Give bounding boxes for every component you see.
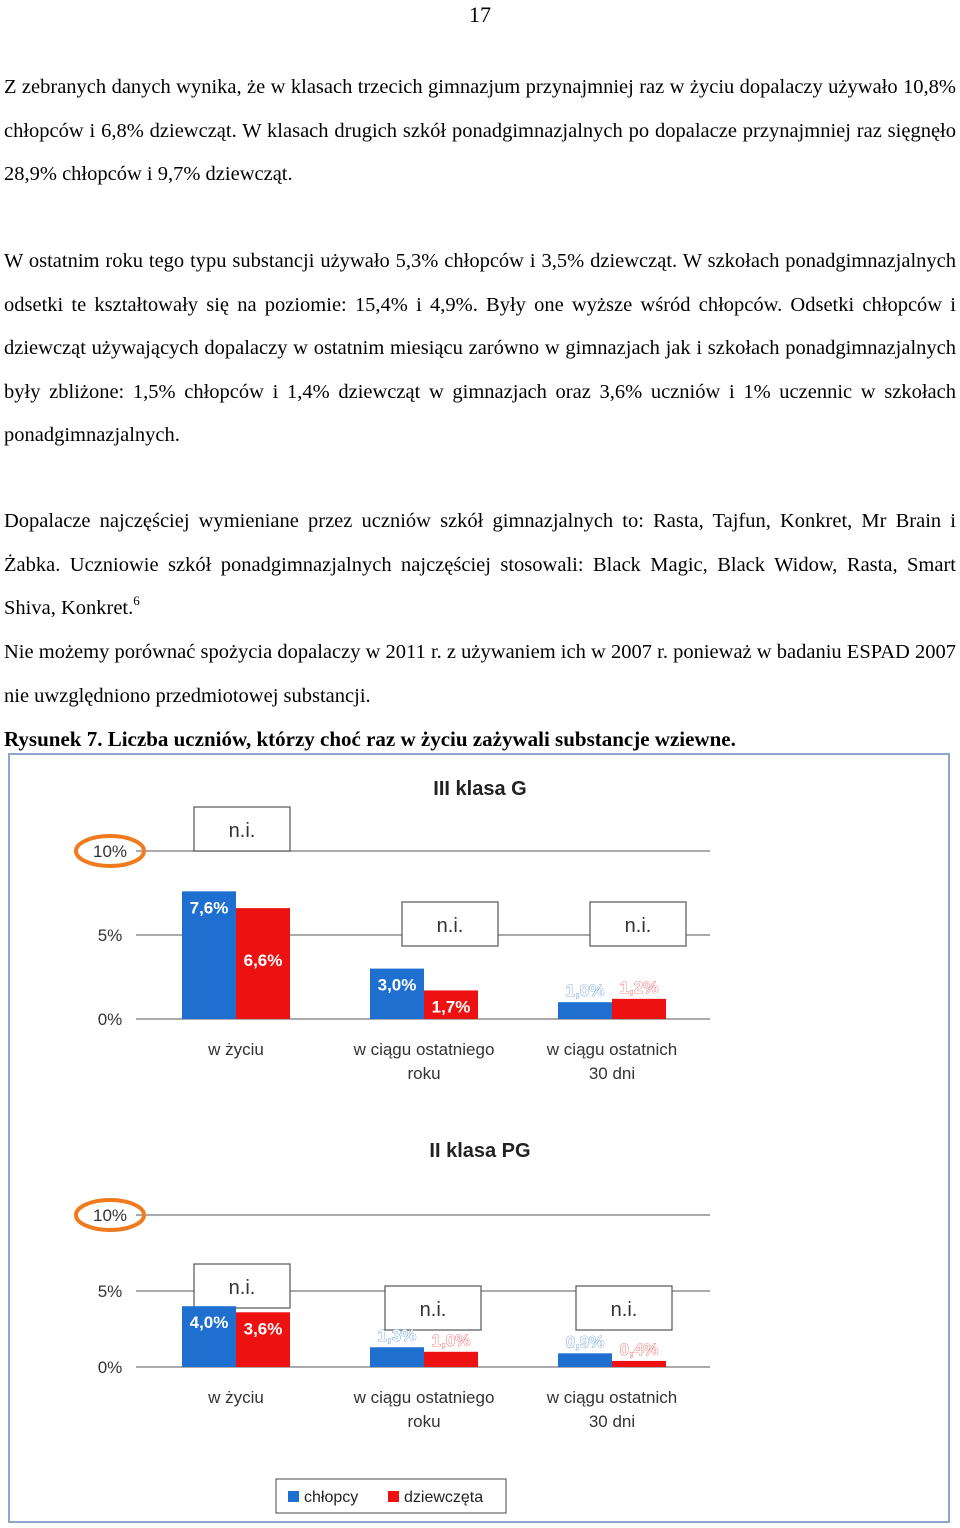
figure-frame [8, 753, 950, 1523]
category-label: w ciągu ostatniego [353, 1388, 495, 1407]
category-label: w życiu [208, 1040, 264, 1059]
paragraph-3 [4, 500, 956, 631]
data-label: 3,0% [377, 975, 417, 995]
data-label: 0,4% [619, 1339, 659, 1359]
paragraph-3-text: Dopalacze najczęściej wymieniane przez uczniów szkół gimnazjalnych to: Rasta, Tajfun, Konkret, Mr Brain i Żabka. Uczniowie szkół ponadgimnazjalnych najczęściej stosowali: Black Magic, Black Widow, Rasta, Smart Shiva, Konkret. [4, 510, 956, 619]
legend-swatch-boys [288, 1491, 299, 1502]
chart-title: III klasa G [433, 778, 527, 800]
y-tick-label: 5% [97, 1282, 123, 1301]
y-tick-label: 5% [97, 926, 123, 945]
y-tick-label: 0% [97, 1358, 123, 1377]
category-label: w ciągu ostatnich [546, 1388, 678, 1407]
chart-panel-2 [76, 1140, 710, 1431]
data-label: 4,0% [189, 1313, 229, 1333]
legend-swatch-girls [388, 1491, 399, 1502]
bar-boys [558, 1002, 612, 1019]
category-label: w życiu [208, 1388, 264, 1407]
figure-caption: Rysunek 7. Liczba uczniów, którzy choć raz w życiu zażywali substancje wziewne. [4, 727, 736, 751]
data-label: 6,6% [243, 951, 283, 971]
category-label: 30 dni [588, 1064, 636, 1083]
data-label: 7,6% [189, 898, 229, 918]
data-label: 3,6% [243, 1319, 283, 1339]
data-label: 1,0% [431, 1330, 471, 1350]
ni-label: n.i. [610, 1299, 638, 1321]
category-label: roku [407, 1412, 441, 1431]
legend-label-boys: chłopcy [304, 1489, 359, 1506]
category-label: w ciągu ostatnich [546, 1040, 678, 1059]
data-label: 1,2% [619, 977, 659, 997]
data-label: 1,7% [431, 997, 471, 1017]
ni-label: n.i. [624, 915, 652, 937]
data-label: 1,3% [377, 1326, 417, 1346]
page-number: 17 [469, 2, 491, 27]
ni-label: n.i. [228, 820, 256, 842]
paragraph-2: W ostatnim roku tego typu substancji używało 5,3% chłopców i 3,5% dziewcząt. W szkołach ponadgimnazjalnych odsetki te kształtowały się na poziomie: 15,4% i 4,9%. Były one wyższe wśród chłopców. Odsetki chłopców i dziewcząt używających dopalaczy w ostatnim miesiącu zarówno w gimnazjach jak i szkołach ponadgimnazjalnych były zbliżone: 1,5% chłopców i 1,4% dziewcząt w gimnazjach oraz 3,6% uczniów i 1% uczennic w szkołach ponadgimnazjalnych. [4, 250, 956, 446]
bar-girls [612, 999, 666, 1019]
ni-label: n.i. [228, 1277, 256, 1299]
ni-label: n.i. [419, 1299, 447, 1321]
footnote-marker: 6 [133, 593, 140, 608]
bar-girls [612, 1361, 666, 1367]
y-tick-label: 10% [92, 842, 128, 861]
ni-label: n.i. [436, 915, 464, 937]
chart-panel-1 [76, 778, 710, 1083]
data-label: 0,9% [565, 1332, 605, 1352]
y-tick-label: 0% [97, 1010, 123, 1029]
chart-title: II klasa PG [429, 1140, 531, 1162]
category-label: w ciągu ostatniego [353, 1040, 495, 1059]
paragraph-4: Nie możemy porównać spożycia dopalaczy w 2011 r. z używaniem ich w 2007 r. ponieważ w badaniu ESPAD 2007 nie uwzględniono przedmiotowej substancji. [4, 641, 956, 707]
legend-label-girls: dziewczęta [404, 1489, 484, 1506]
bar-girls [424, 1352, 478, 1367]
data-label: 1,0% [565, 981, 605, 1001]
figure-chart [10, 755, 948, 1521]
y-tick-label: 10% [92, 1206, 128, 1225]
category-label: roku [407, 1064, 441, 1083]
category-label: 30 dni [588, 1412, 636, 1431]
bar-boys [558, 1353, 612, 1367]
paragraph-1: Z zebranych danych wynika, że w klasach trzecich gimnazjum przynajmniej raz w życiu dopalaczy używało 10,8% chłopców i 6,8% dziewcząt. W klasach drugich szkół ponadgimnazjalnych po dopalacze przynajmniej raz sięgnęło 28,9% chłopców i 9,7% dziewcząt. [4, 76, 956, 185]
bar-boys [370, 1347, 424, 1367]
legend [276, 1479, 506, 1513]
